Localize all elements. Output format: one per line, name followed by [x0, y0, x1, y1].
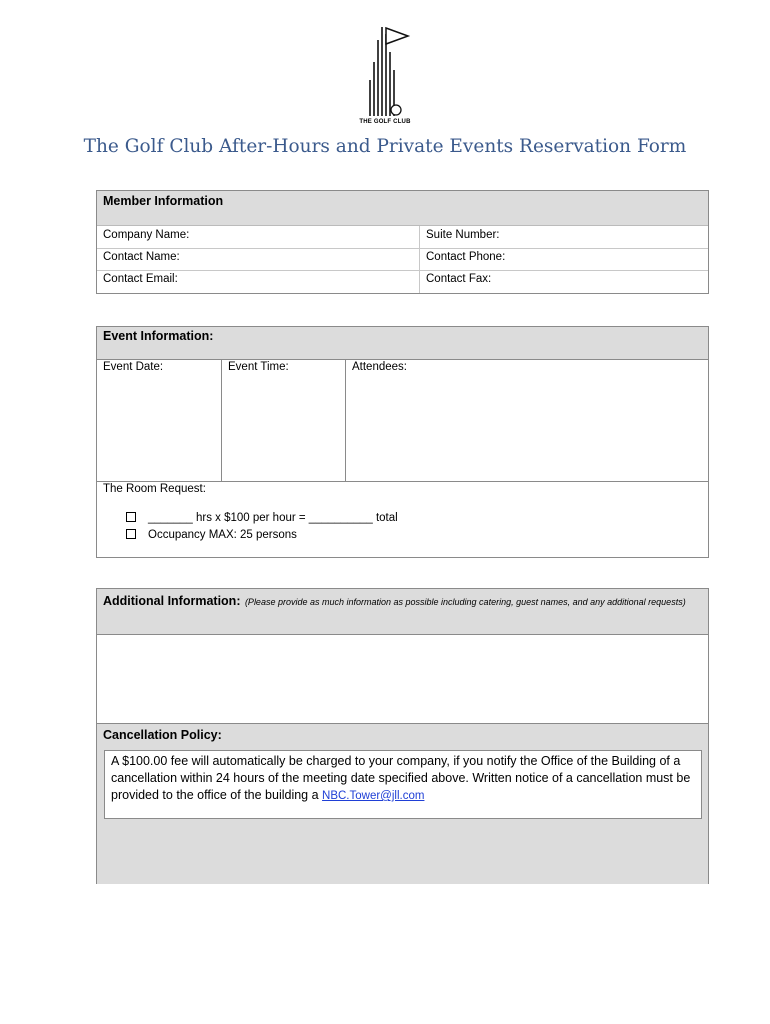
contact-name-field[interactable]: Contact Name: — [103, 251, 180, 263]
event-information-section — [96, 326, 709, 558]
hours-option-label: _______ hrs x $100 per hour = __________ total — [148, 512, 398, 524]
attendees-field[interactable] — [346, 360, 708, 481]
occupancy-option[interactable] — [126, 529, 297, 541]
room-request-label: The Room Request: — [103, 483, 206, 495]
room-request-area — [97, 481, 708, 541]
occupancy-option-label: Occupancy MAX: 25 persons — [148, 529, 297, 541]
occupancy-checkbox[interactable] — [126, 529, 136, 539]
additional-information-title: Additional Information: — [103, 594, 241, 608]
hours-checkbox[interactable] — [126, 512, 136, 522]
additional-information-section — [96, 588, 709, 884]
golf-club-logo — [352, 22, 418, 130]
contact-email-field[interactable]: Contact Email: — [103, 273, 178, 285]
event-time-field[interactable] — [222, 360, 346, 481]
golf-flag-logo-icon — [352, 22, 418, 120]
member-row — [97, 270, 708, 292]
attendees-label: Attendees: — [352, 361, 407, 373]
company-name-field[interactable]: Company Name: — [103, 229, 190, 241]
logo-text: THE GOLF CLUB — [359, 119, 411, 125]
event-date-field[interactable] — [97, 360, 222, 481]
suite-number-field[interactable]: Suite Number: — [426, 229, 500, 241]
additional-information-header — [97, 589, 708, 635]
cancellation-policy-header: Cancellation Policy: — [103, 728, 222, 742]
additional-information-note: (Please provide as much information as possible including catering, guest names, and any additional requests) — [244, 597, 686, 607]
hours-option[interactable] — [126, 512, 398, 524]
cancellation-policy-section — [97, 723, 708, 884]
member-information-section — [96, 190, 709, 294]
page-title: The Golf Club After-Hours and Private Events Reservation Form — [83, 136, 687, 157]
member-row — [97, 248, 708, 271]
member-information-header: Member Information — [97, 191, 708, 226]
member-row — [97, 226, 708, 249]
event-information-header: Event Information: — [97, 327, 708, 360]
contact-phone-field[interactable]: Contact Phone: — [426, 251, 506, 263]
event-time-label: Event Time: — [228, 361, 289, 373]
additional-information-field[interactable] — [97, 635, 708, 723]
cancellation-policy-text: A $100.00 fee will automatically be charged to your company, if you notify the Office of the Building of a cancellation within 24 hours of the meeting date specified above. Written notice of a cancellation must be provided to the office of the building a — [111, 754, 691, 802]
email-link[interactable]: NBC.Tower@jll.com — [322, 790, 425, 802]
contact-fax-field[interactable]: Contact Fax: — [426, 273, 492, 285]
cancellation-policy-text-box — [104, 750, 702, 819]
event-date-label: Event Date: — [103, 361, 164, 373]
